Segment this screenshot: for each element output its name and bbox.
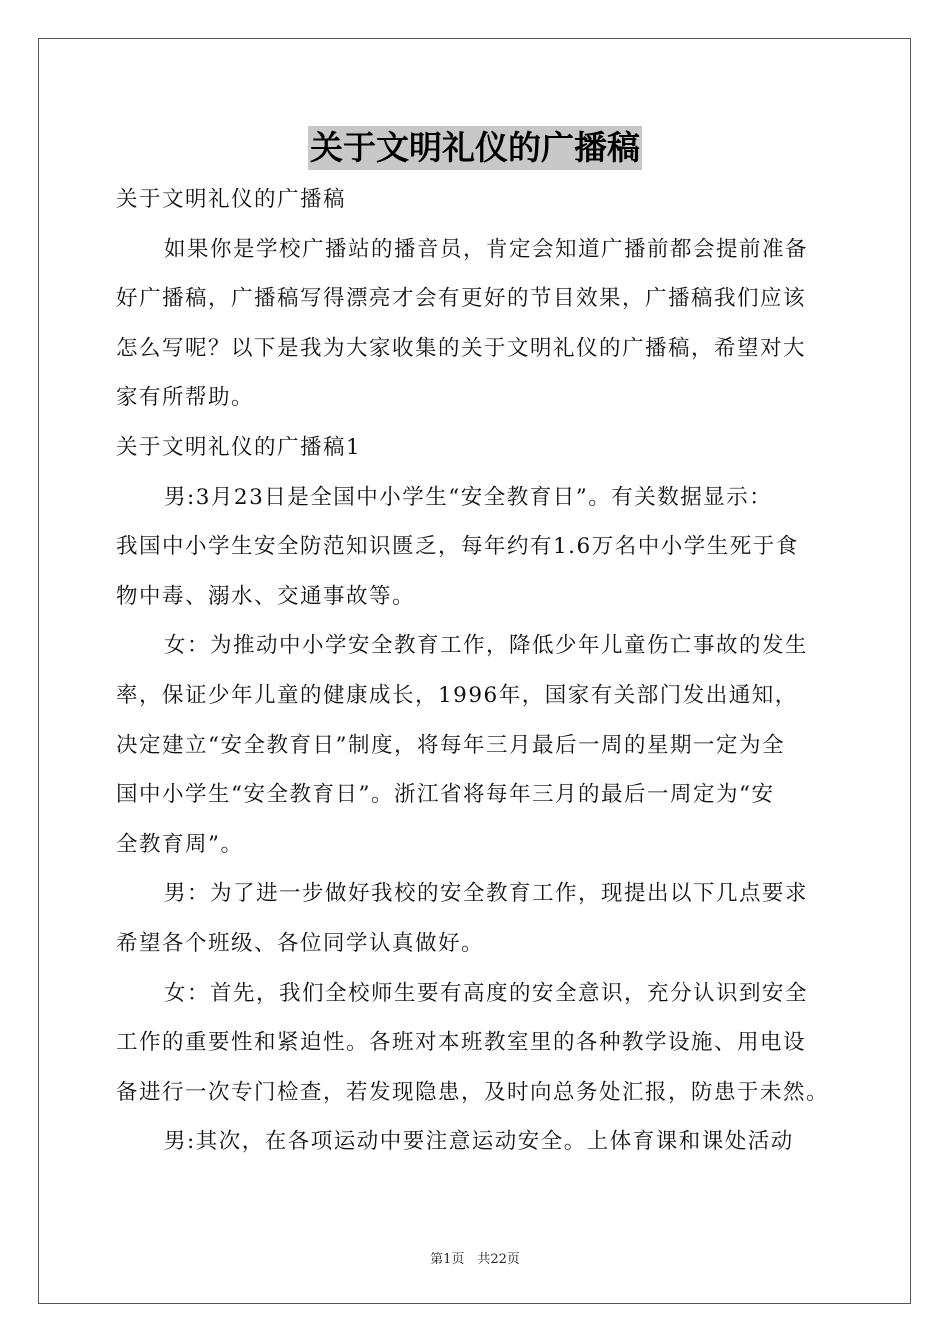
text-line: 如果你是学校广播站的播音员，肯定会知道广播前都会提前准备 <box>164 236 809 262</box>
text-line: 关于文明礼仪的广播稿1 <box>116 434 362 460</box>
text-line: 备进行一次专门检查，若发现隐患，及时向总务处汇报，防患于未然。 <box>116 1079 830 1105</box>
document-body <box>116 175 838 1167</box>
text-line: 我国中小学生安全防范知识匮乏，每年约有1.6万名中小学生死于食 <box>116 534 799 560</box>
text-line: 男：为了进一步做好我校的安全教育工作，现提出以下几点要求 <box>164 881 809 907</box>
text-line: 希望各个班级、各位同学认真做好。 <box>116 930 485 956</box>
text-line: 国中小学生“安全教育日”。浙江省将每年三月的最后一周定为“安 <box>116 782 775 808</box>
text-line: 工作的重要性和紧迫性。各班对本班教室里的各种教学设施、用电设 <box>116 1030 807 1056</box>
page-footer: 第1页 共22页 <box>430 1252 520 1267</box>
title-container <box>0 126 950 170</box>
text-line: 家有所帮助。 <box>116 385 255 411</box>
text-line: 怎么写呢？以下是我为大家收集的关于文明礼仪的广播稿，希望对大 <box>116 335 807 361</box>
text-line: 好广播稿，广播稿写得漂亮才会有更好的节目效果，广播稿我们应该 <box>116 286 807 312</box>
text-line: 率，保证少年儿童的健康成长，1996年，国家有关部门发出通知， <box>116 682 798 708</box>
text-line: 男:3月23日是全国中小学生“安全教育日”。有关数据显示： <box>164 484 773 510</box>
document-title: 关于文明礼仪的广播稿 <box>308 126 642 170</box>
text-line: 关于文明礼仪的广播稿 <box>116 187 347 212</box>
text-line: 全教育周”。 <box>116 831 244 857</box>
text-line: 决定建立“安全教育日”制度，将每年三月最后一周的星期一定为全 <box>116 732 785 758</box>
text-line: 物中毒、溺水、交通事故等。 <box>116 583 416 609</box>
text-line: 男:其次，在各项运动中要注意运动安全。上体育课和课处活动 <box>164 1129 794 1155</box>
text-line: 女：首先，我们全校师生要有高度的安全意识，充分认识到安全 <box>164 980 809 1006</box>
text-line: 女：为推动中小学安全教育工作，降低少年儿童伤亡事故的发生 <box>164 633 809 659</box>
